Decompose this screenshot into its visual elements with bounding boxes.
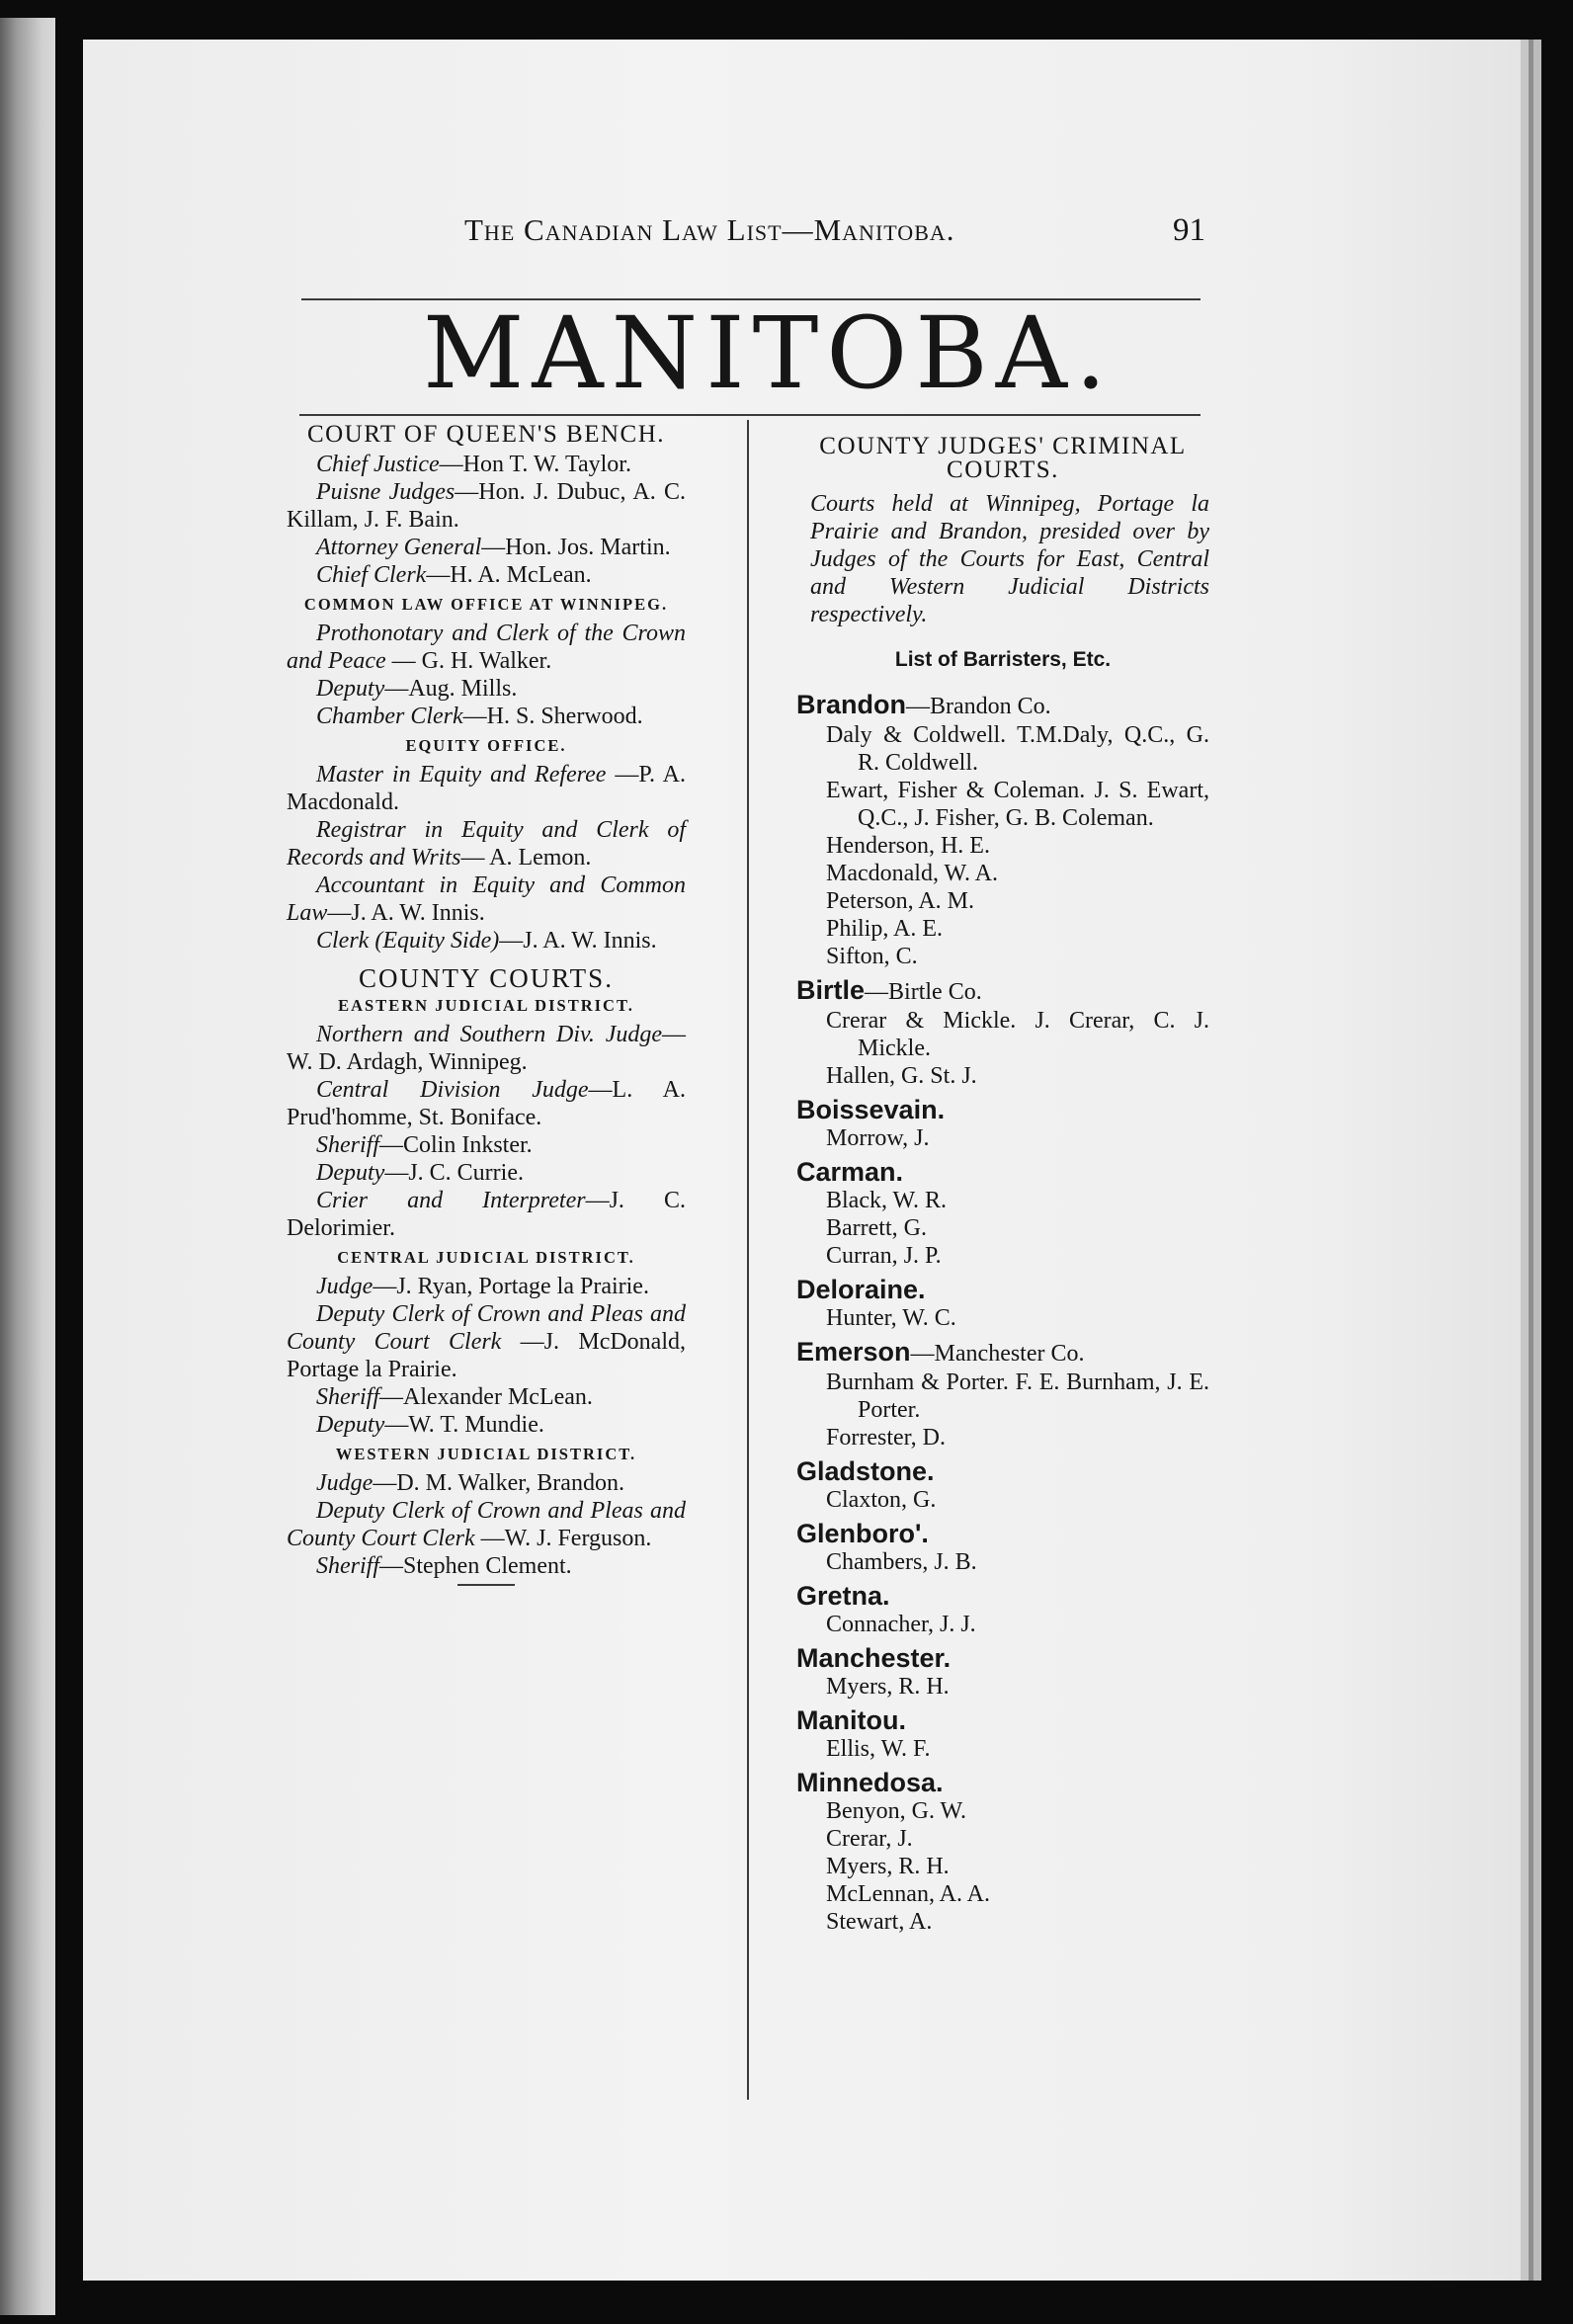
office-title: Deputy Clerk of Crown and Pleas and County Court Clerk xyxy=(287,1498,686,1551)
section-heading-county-courts: COUNTY COURTS. xyxy=(359,963,614,993)
town-block xyxy=(796,1768,1209,1936)
town-name: Boissevain. xyxy=(796,1095,946,1124)
town-heading xyxy=(796,1581,1209,1611)
town-name: Minnedosa. xyxy=(796,1768,944,1797)
town-name: Carman. xyxy=(796,1157,904,1187)
lawyer-entry: Crerar & Mickle. J. Crerar, C. J. Mickle. xyxy=(826,1008,1209,1061)
lawyer-entry: Connacher, J. J. xyxy=(826,1612,976,1637)
town-block xyxy=(796,1157,1209,1270)
office-title: Attorney General xyxy=(316,535,482,560)
lawyer-entry: Ellis, W. F. xyxy=(826,1736,931,1762)
lawyer-entry: Stewart, A. xyxy=(826,1909,933,1935)
office-title: Deputy Clerk of Crown and Pleas and County Court Clerk xyxy=(287,1301,686,1355)
town-heading xyxy=(796,1705,1209,1735)
town-block xyxy=(796,1095,1209,1152)
western-district-entries xyxy=(287,1469,686,1580)
office-entry xyxy=(287,1552,686,1580)
lawyer-entry: Forrester, D. xyxy=(826,1425,947,1451)
column-divider xyxy=(747,420,749,2100)
office-title: Deputy xyxy=(316,1160,385,1186)
lawyer-entry: Benyon, G. W. xyxy=(826,1798,967,1824)
section-heading-queens-bench: COURT OF QUEEN'S BENCH. xyxy=(306,421,666,448)
office-holder: —W. D. Ardagh, Winnipeg. xyxy=(287,1022,686,1075)
office-title: Judge xyxy=(316,1274,373,1299)
town-block xyxy=(796,1456,1209,1514)
town-county: —Brandon Co. xyxy=(906,694,1051,719)
office-holder: —J. Ryan, Portage la Prairie. xyxy=(373,1274,649,1299)
lawyer-entry: Macdonald, W. A. xyxy=(826,861,998,886)
office-entry xyxy=(287,1273,686,1300)
office-title: Deputy xyxy=(316,676,385,702)
town-block xyxy=(796,975,1209,1090)
title-rule-bottom xyxy=(299,414,1200,416)
town-name: Gretna. xyxy=(796,1581,890,1611)
office-title: Chief Clerk xyxy=(316,562,427,588)
office-title: Puisne Judges xyxy=(316,479,455,505)
page-title: MANITOBA. xyxy=(423,295,1115,411)
office-entry xyxy=(287,1300,686,1383)
office-holder: —L. A. Prud'homme, St. Boniface. xyxy=(287,1077,687,1130)
town-county: —Birtle Co. xyxy=(865,979,982,1005)
office-entry xyxy=(287,561,686,589)
town-heading xyxy=(796,1519,1209,1548)
town-heading xyxy=(796,1275,1209,1304)
office-holder: —J. C. Currie. xyxy=(384,1160,524,1186)
office-entry xyxy=(287,1469,686,1497)
office-entry xyxy=(287,534,686,561)
office-holder: —P. A. Macdonald. xyxy=(287,762,686,815)
office-holder: —H. A. McLean. xyxy=(426,562,592,588)
office-entry xyxy=(287,1131,686,1159)
office-title: Clerk (Equity Side) xyxy=(316,928,500,954)
town-name: Manitou. xyxy=(796,1705,906,1735)
office-entry xyxy=(287,1076,686,1131)
lawyer-entry: Morrow, J. xyxy=(826,1125,930,1151)
lawyer-entry: Burnham & Porter. F. E. Burnham, J. E. Porter. xyxy=(826,1370,1209,1423)
office-holder: —W. J. Ferguson. xyxy=(474,1526,652,1551)
lawyer-entry: Crerar, J. xyxy=(826,1826,913,1852)
lawyer-entry: Philip, A. E. xyxy=(826,916,944,942)
office-holder: —Colin Inkster. xyxy=(379,1132,533,1158)
office-entry xyxy=(287,703,686,730)
office-holder: —J. A. W. Innis. xyxy=(499,928,657,954)
office-holder: —Aug. Mills. xyxy=(384,676,518,702)
lawyer-entry: Myers, R. H. xyxy=(826,1854,950,1879)
town-block xyxy=(796,690,1209,970)
office-title: Chief Justice xyxy=(316,452,440,477)
subheading-equity-office: EQUITY OFFICE. xyxy=(405,736,567,755)
lawyer-entry: Black, W. R. xyxy=(826,1188,948,1213)
left-column xyxy=(287,423,686,1586)
office-title: Judge xyxy=(316,1470,373,1496)
office-holder: —Stephen Clement. xyxy=(379,1553,572,1579)
office-entry xyxy=(287,816,686,872)
town-name: Deloraine. xyxy=(796,1275,926,1304)
office-title: Sheriff xyxy=(316,1384,379,1410)
office-entry xyxy=(287,1497,686,1552)
page-header xyxy=(464,212,1205,262)
lawyer-entry: McLennan, A. A. xyxy=(826,1881,990,1907)
town-heading xyxy=(796,1095,1209,1124)
office-entry xyxy=(287,761,686,816)
office-holder: — A. Lemon. xyxy=(460,845,592,871)
town-heading xyxy=(796,1768,1209,1797)
office-title: Master in Equity and Referee xyxy=(316,762,607,788)
office-title: Crier and Interpreter xyxy=(316,1188,586,1213)
office-entry xyxy=(287,1159,686,1187)
queens-bench-entries xyxy=(287,451,686,589)
town-heading xyxy=(796,1157,1209,1187)
subheading-central-district: CENTRAL JUDICIAL DISTRICT. xyxy=(337,1248,635,1267)
office-entry xyxy=(287,675,686,703)
office-holder: —Hon. Jos. Martin. xyxy=(481,535,671,560)
office-entry xyxy=(287,451,686,478)
office-title: Central Division Judge xyxy=(316,1077,589,1103)
office-entry xyxy=(287,1383,686,1411)
common-law-office-entries xyxy=(287,620,686,730)
section-end-rule xyxy=(457,1584,515,1586)
office-title: Prothonotary and Clerk of the Crown and Peace xyxy=(287,621,686,674)
lawyer-entry: Daly & Coldwell. T.M.Daly, Q.C., G. R. Coldwell. xyxy=(826,722,1209,776)
office-entry xyxy=(287,927,686,954)
section-heading-county-judges: COUNTY JUDGES' CRIMINAL COURTS. xyxy=(819,433,1187,483)
town-block xyxy=(796,1643,1209,1701)
office-holder: —J. C. Delorimier. xyxy=(287,1188,686,1241)
town-heading xyxy=(796,1643,1209,1673)
list-heading: List of Barristers, Etc. xyxy=(894,648,1112,671)
town-name: Glenboro'. xyxy=(796,1519,929,1548)
office-entry xyxy=(287,478,686,534)
town-heading xyxy=(796,1337,1209,1369)
lawyer-entry: Barrett, G. xyxy=(826,1215,927,1241)
town-name: Gladstone. xyxy=(796,1456,935,1486)
lawyer-entry: Sifton, C. xyxy=(826,944,918,969)
office-holder: —Alexander McLean. xyxy=(379,1384,593,1410)
town-name: Brandon xyxy=(796,690,906,719)
town-name: Manchester. xyxy=(796,1643,952,1673)
lawyer-entry: Henderson, H. E. xyxy=(826,833,990,859)
subheading-eastern-district: EASTERN JUDICIAL DISTRICT. xyxy=(338,996,634,1015)
office-title: Northern and Southern Div. Judge xyxy=(316,1022,662,1047)
town-heading xyxy=(796,690,1209,721)
town-block xyxy=(796,1581,1209,1638)
courts-note: Courts held at Winnipeg, Portage la Prairie and Brandon, presided over by Judges of the Courts for East, Central and Western Judicial Districts respectively. xyxy=(810,491,1209,627)
subheading-common-law-office: COMMON LAW OFFICE AT WINNIPEG. xyxy=(303,595,669,614)
office-entry xyxy=(287,620,686,675)
office-entry xyxy=(287,872,686,927)
office-title: Sheriff xyxy=(316,1132,379,1158)
office-title: Sheriff xyxy=(316,1553,379,1579)
town-name: Birtle xyxy=(796,975,866,1005)
office-holder: —H. S. Sherwood. xyxy=(462,704,643,729)
office-holder: — G. H. Walker. xyxy=(385,648,552,674)
town-block xyxy=(796,1519,1209,1576)
office-holder: —Hon T. W. Taylor. xyxy=(439,452,631,477)
office-title: Registrar in Equity and Clerk of Records and Writs xyxy=(287,817,686,871)
office-holder: —W. T. Mundie. xyxy=(384,1412,544,1438)
lawyer-entry: Myers, R. H. xyxy=(826,1674,950,1700)
lawyer-entry: Peterson, A. M. xyxy=(826,888,974,914)
page-edge xyxy=(1533,40,1541,2281)
lawyer-entry: Ewart, Fisher & Coleman. J. S. Ewart, Q.C., J. Fisher, G. B. Coleman. xyxy=(826,778,1209,831)
town-name: Emerson xyxy=(796,1337,911,1367)
town-block xyxy=(796,1337,1209,1452)
facing-page-edge xyxy=(0,18,55,2315)
right-column xyxy=(796,435,1209,1941)
office-holder: —Hon. J. Dubuc, A. C. Killam, J. F. Bain. xyxy=(287,479,687,533)
office-holder: —J. A. W. Innis. xyxy=(327,900,485,926)
office-holder: —J. McDonald, Portage la Prairie. xyxy=(287,1329,686,1382)
eastern-district-entries xyxy=(287,1021,686,1242)
office-title: Accountant in Equity and Common Law xyxy=(287,872,686,926)
office-entry xyxy=(287,1021,686,1076)
office-title: Chamber Clerk xyxy=(316,704,463,729)
central-district-entries xyxy=(287,1273,686,1439)
office-entry xyxy=(287,1411,686,1439)
lawyer-entry: Claxton, G. xyxy=(826,1487,937,1513)
subheading-western-district: WESTERN JUDICIAL DISTRICT. xyxy=(335,1445,637,1463)
page-edge xyxy=(1521,40,1529,2281)
town-heading xyxy=(796,1456,1209,1486)
town-heading xyxy=(796,975,1209,1007)
lawyer-entry: Curran, J. P. xyxy=(826,1243,942,1269)
page-number: 91 xyxy=(1173,212,1205,248)
lawyer-entry: Hunter, W. C. xyxy=(826,1305,956,1331)
lawyer-entry: Chambers, J. B. xyxy=(826,1549,977,1575)
equity-office-entries xyxy=(287,761,686,954)
town-county: —Manchester Co. xyxy=(910,1341,1085,1367)
office-entry xyxy=(287,1187,686,1242)
office-holder: —D. M. Walker, Brandon. xyxy=(373,1470,624,1496)
office-title: Deputy xyxy=(316,1412,385,1438)
barristers-list xyxy=(796,690,1209,1936)
running-head: The Canadian Law List—Manitoba. xyxy=(464,212,955,247)
town-block xyxy=(796,1705,1209,1763)
town-block xyxy=(796,1275,1209,1332)
lawyer-entry: Hallen, G. St. J. xyxy=(826,1063,977,1089)
